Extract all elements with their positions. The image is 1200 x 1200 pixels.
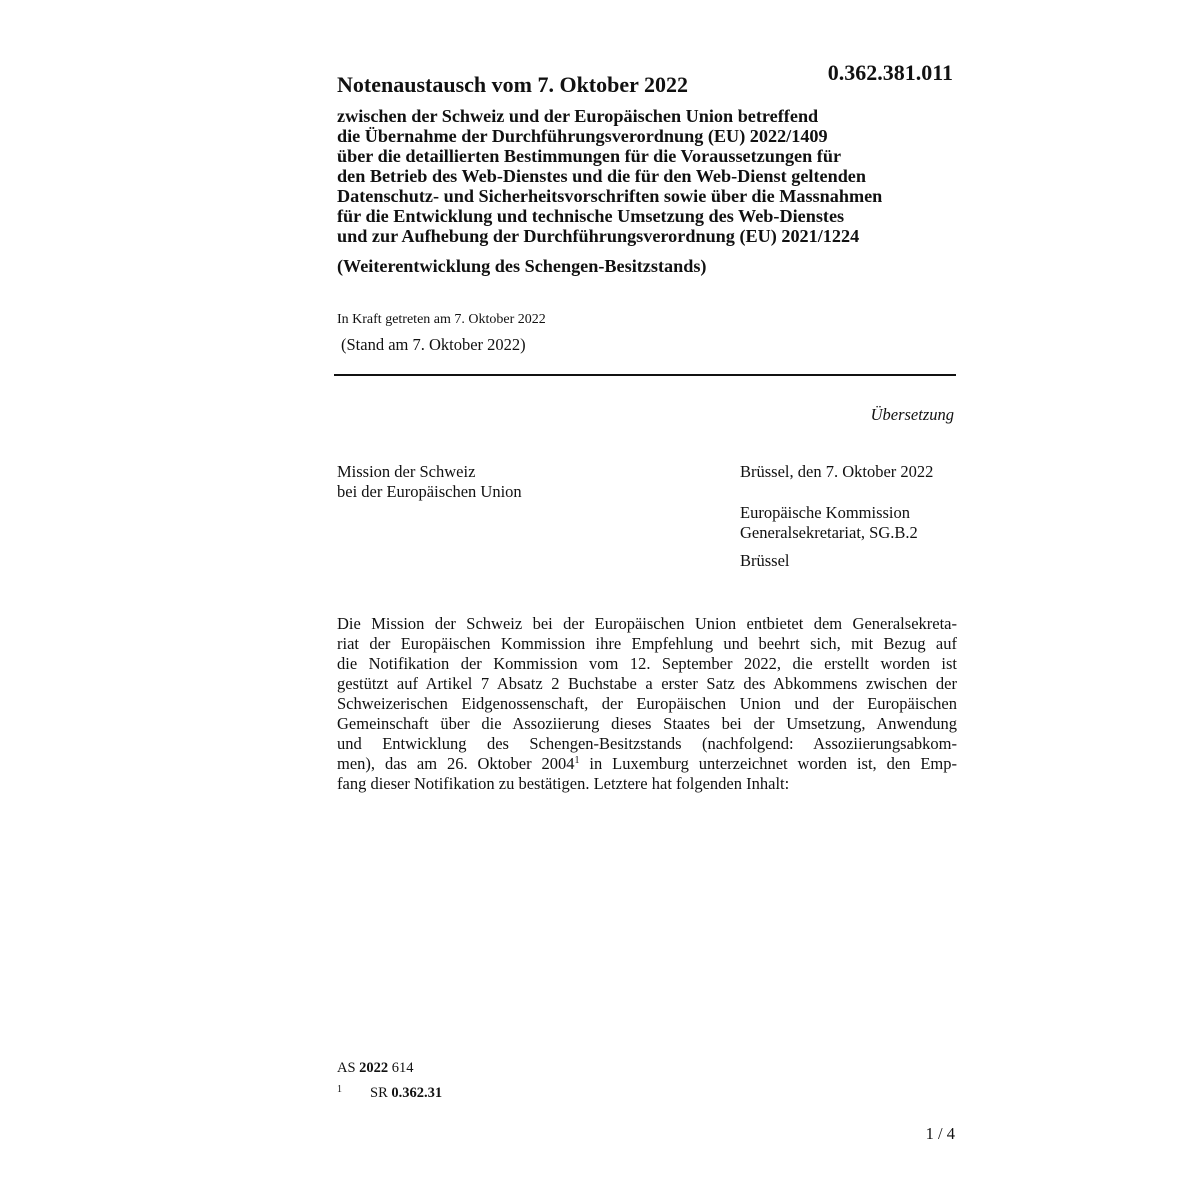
footnote-sr-link[interactable]: 0.362.31 [391, 1085, 443, 1101]
document-title: Notenaustausch vom 7. Oktober 2022 [337, 72, 689, 97]
body-line [337, 754, 957, 774]
header-divider [334, 374, 956, 376]
body-paragraph [337, 614, 957, 794]
footnote-prefix: SR [370, 1085, 392, 1101]
as-prefix: AS [337, 1060, 360, 1076]
recipient-block [740, 462, 933, 571]
body-line-text: men), das am 26. Oktober 2004 [337, 754, 575, 773]
body-line: Schweizerischen Eidgenossenschaft, der Europäischen Union und der Europäischen [337, 694, 957, 713]
place-date: Brüssel, den 7. Oktober 2022 [740, 462, 934, 481]
footnote-reference[interactable]: 1 [574, 755, 580, 766]
sender-block [337, 462, 522, 502]
schengen-note: (Weiterentwicklung des Schengen-Besitzstands) [337, 256, 707, 276]
footnote-mark: 1 [337, 1084, 342, 1095]
subtitle-line: für die Entwicklung und technische Umsetzung des Web-Dienstes [337, 206, 845, 226]
in-force-date: In Kraft getreten am 7. Oktober 2022 [337, 312, 546, 327]
subtitle-line: Datenschutz- und Sicherheitsvorschriften sowie über die Massnahmen [337, 186, 883, 206]
subtitle-line: die Übernahme der Durchführungsverordnung (EU) 2022/1409 [337, 126, 828, 146]
recipient-org-line: Europäische Kommission [740, 503, 911, 522]
subtitle-line: zwischen der Schweiz und der Europäischen Union betreffend [337, 106, 819, 126]
page-number: 1 / 4 [925, 1124, 955, 1143]
body-line: gestützt auf Artikel 7 Absatz 2 Buchstabe a erster Satz des Abkommens zwischen der [337, 674, 957, 693]
as-year: 2022 [359, 1060, 389, 1076]
recipient-city: Brüssel [740, 551, 790, 570]
body-line-text: in Luxemburg unterzeichnet worden ist, den Emp- [579, 754, 957, 773]
as-reference [337, 1058, 442, 1079]
body-line: die Notifikation der Kommission vom 12. September 2022, die erstellt worden ist [337, 654, 957, 673]
body-line: riat der Europäischen Kommission ihre Empfehlung und beehrt sich, mit Bezug auf [337, 634, 957, 653]
as-page: 614 [388, 1060, 414, 1076]
body-line: und Entwicklung des Schengen-Besitzstands (nachfolgend: Assoziierungsabkom- [337, 734, 957, 753]
sr-number: 0.362.381.011 [827, 60, 953, 85]
status-date: (Stand am 7. Oktober 2022) [341, 335, 526, 354]
subtitle-line: und zur Aufhebung der Durchführungsverordnung (EU) 2021/1224 [337, 226, 860, 246]
body-line: fang dieser Notifikation zu bestätigen. Letztere hat folgenden Inhalt: [337, 774, 790, 793]
translation-label: Übersetzung [870, 405, 954, 424]
body-line: Gemeinschaft über die Assoziierung dieses Staates bei der Umsetzung, Anwendung [337, 714, 957, 733]
sender-line: bei der Europäischen Union [337, 482, 522, 501]
footnotes [337, 1058, 442, 1104]
sender-line: Mission der Schweiz [337, 462, 476, 481]
document-page [337, 0, 959, 1200]
body-line: Die Mission der Schweiz bei der Europäischen Union entbietet dem Generalsekreta- [337, 614, 957, 633]
subtitle-line: den Betrieb des Web-Dienstes und die für den Web-Dienst geltenden [337, 166, 866, 186]
recipient-org-line: Generalsekretariat, SG.B.2 [740, 523, 918, 542]
subtitle-line: über die detaillierten Bestimmungen für die Voraussetzungen für [337, 146, 842, 166]
document-subtitle [337, 106, 959, 246]
footnote-1 [337, 1079, 442, 1104]
